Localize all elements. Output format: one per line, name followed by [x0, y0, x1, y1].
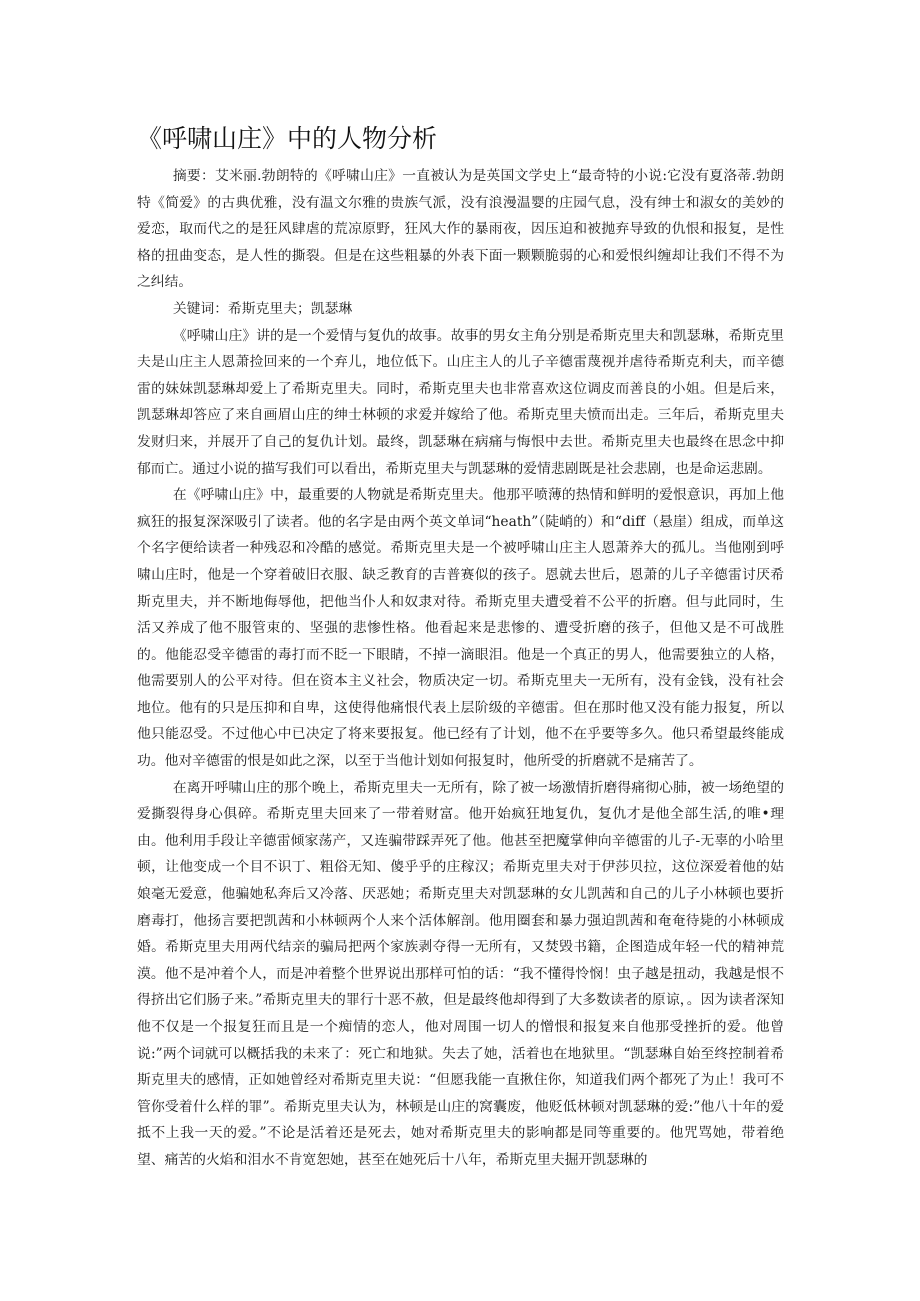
- document-body: [137, 163, 784, 1174]
- body-paragraph-1: 《呼啸山庄》讲的是一个爱情与复仇的故事。故事的男女主角分别是希斯克里夫和凯瑟琳，希斯克里夫是山庄主人恩萧捡回来的一个弃儿，地位低下。山庄主人的儿子辛德雷蔑视并虐待希斯克利夫，而辛德雷的妹妹凯瑟琳却爱上了希斯克里夫。同时，希斯克里夫也非常喜欢这位调皮而善良的小姐。但是后来，凯瑟琳却答应了来自画眉山庄的绅士林顿的求爱并嫁给了他。希斯克里夫愤而出走。三年后，希斯克里夫发财归来，并展开了自己的复仇计划。最终，凯瑟琳在病痛与悔恨中去世。希斯克里夫也最终在思念中抑郁而亡。通过小说的描写我们可以看出，希斯克里夫与凯瑟琳的爱情悲剧既是社会悲剧，也是命运悲剧。: [137, 327, 784, 477]
- document-title: 《呼啸山庄》中的人物分析: [137, 124, 438, 153]
- abstract-paragraph: 摘要：艾米丽.勃朗特的《呼啸山庄》一直被认为是英国文学史上“最奇特的小说:它没有夏洛蒂.勃朗特《简爱》的古典优雅，没有温文尔雅的贵族气派，没有浪漫温婴的庄园气息，没有绅士和淑女的美妙的爱恋，取而代之的是狂风肆虐的荒凉原野，狂风大作的暴雨夜，因压迫和被抛弃导致的仇恨和报复，是性格的扭曲变态，是人性的撕裂。但是在这些粗暴的外表下面一颗颗脆弱的心和爱恨纠缠却让我们不得不为之纠结。: [137, 168, 784, 291]
- body-paragraph-2: 在《呼啸山庄》中，最重要的人物就是希斯克里夫。他那平喷薄的热情和鲜明的爱恨意识，再加上他疯狂的报复深深吸引了读者。他的名字是由两个英文单词“heath”（陡峭的）和“diff（悬崖）组成，而单这个名字便给读者一种残忍和冷酷的感觉。希斯克里夫是一个被呼啸山庄主人恩萧养大的孤儿。当他刚到呼啸山庄时，他是一个穿着破旧衣服、缺乏教育的吉普赛似的孩子。恩就去世后，恩萧的儿子辛德雷讨厌希斯克里夫，并不断地侮辱他，把他当仆人和奴隶对待。希斯克里夫遭受着不公平的折磨。但与此同时，生活又养成了他不服管束的、坚强的悲惨性格。他看起来是悲惨的、遭受折磨的孩子，但他又是不可战胜的。他能忍受辛德雷的毒打而不眨一下眼睛，不掉一滴眼泪。他是一个真正的男人，他需要独立的人格，他需要别人的公平对待。但在资本主义社会，物质决定一切。希斯克里夫一无所有，没有金钱，没有社会地位。他有的只是压抑和自卑，这使得他痛恨代表上层阶级的辛德雷。但在那时他又没有能力报复，所以他只能忍受。不过他心中已决定了将来要报复。他已经有了计划，他不在乎要等多久。他只希望最终能成功。他对辛德雷的恨是如此之深，以至于当他计划如何报复时，他所受的折磨就不是痛苦了。: [137, 487, 784, 770]
- body-paragraph-3: 在离开呼啸山庄的那个晚上，希斯克里夫一无所有，除了被一场激情折磨得痛彻心肺，被一场绝望的爱撕裂得身心俱碎。希斯克里夫回来了一带着财富。他开始疯狂地复仇，复仇才是他全部生活,的唯•理由。他利用手段让辛德雷倾家荡产，又连骗带踩弄死了他。他甚至把魔掌伸向辛德雷的儿子-无辜的小哈里顿，让他变成一个目不识丁、粗俗无知、傻乎乎的庄稼汉；希斯克里夫对于伊莎贝拉，这位深爱着他的姑娘毫无爱意，他骗她私奔后又冷落、厌恶她；希斯克里夫对凯瑟琳的女儿凯茜和自己的儿子小林顿也要折磨毒打，他扬言要把凯茜和小林顿两个人来个活体解剖。他用圈套和暴力强迫凯茜和奄奄待毙的小林顿成婚。希斯克里夫用两代结亲的骗局把两个家族剥夺得一无所有，又焚毁书籍，企图造成年轻一代的精神荒漠。他不是冲着个人，而是冲着整个世界说出那样可怕的话：“我不懂得怜悯！虫子越是扭动，我越是恨不得挤出它们肠子来。”希斯克里夫的罪行十恶不赦，但是最终他却得到了大多数读者的原谅，。因为读者深知他不仅是一个报复狂而且是一个痴情的恋人，他对周围一切人的憎恨和报复来自他那受挫折的爱。他曾说:”两个词就可以概括我的未来了：死亡和地狱。失去了她，活着也在地狱里。“凯瑟琳自始至终控制着希斯克里夫的感情，正如她曾经对希斯克里夫说：“但愿我能一直揪住你，知道我们两个都死了为止！我可不管你受着什么样的罪”。希斯克里夫认为，林顿是山庄的窝囊废，他贬低林顿对凯瑟琳的爱:”他八十年的爱抵不上我一天的爱。”不论是活着还是死去，她对希斯克里夫的影响都是同等重要的。他咒骂她，带着绝望、痛苦的火焰和泪水不肯宽恕她，甚至在她死后十八年，希斯克里夫掘开凯瑟琳的: [137, 779, 784, 1168]
- keywords-line: 关键词：希斯克里夫；凯瑟琳: [172, 300, 353, 317]
